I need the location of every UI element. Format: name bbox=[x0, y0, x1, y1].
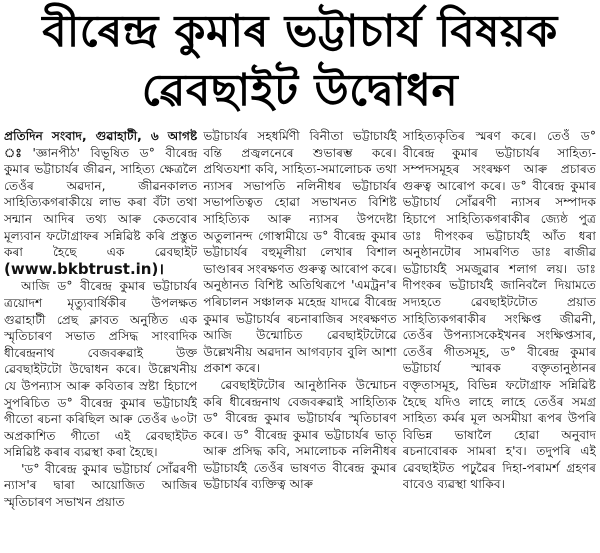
article-column-2 bbox=[203, 128, 396, 551]
headline bbox=[4, 2, 596, 120]
article-body bbox=[4, 128, 596, 551]
paragraph-text: 'জ্ঞানপীঠ' বিভূষিত ড° বীৰেন্দ্ৰ কুমাৰ ভট্টাচাৰ্যৰ জীৱন, সাহিত্য ক্ষেত্ৰলৈ তেওঁৰ অৱদান, জীৱনকালত সাহিত্যিকগৰাকীয়ে লাভ কৰা বঁটা তথা সন্মান আদিৰ তথ্য আৰু কেতবোৰ মূল্যবান ফটোগ্ৰাফৰ সন্নিৱিষ্ট কৰি প্ৰস্তুত কৰা হৈছে এক ৱেবছাইট bbox=[4, 145, 198, 260]
paragraph: সাহিত্যকৃতিৰ স্মৰণ কৰে। তেওঁ ড° বীৰেন্দ্ৰ কুমাৰ ভট্টাচাৰ্যৰ সাহিত্য-সম্পদসমূহৰ সংৰক্ষণ আৰু প্ৰচাৰত গুৰুত্ব আৰোপ কৰে। ড° বীৰেন্দ্ৰ কুমাৰ ভট্টাচাৰ্য সোঁৱৰণী ন্যাসৰ সম্পাদক হিচাপে সাহিত্যিকগৰাকীৰ জ্যেষ্ঠ পুত্ৰ ডাঃ দীপংকৰ ভট্টাচাৰ্যই আঁত ধৰা অনুষ্ঠানটোৰ সামৰণিত ডাঃ ৰাজীৱ ভট্টাচাৰ্যই সমজুৱাৰ শলাগ লয়। ডাঃ দীপংকৰ ভট্টাচাৰ্যই জানিবলৈ দিয়ামতে সদ্যহতে ৱেবছাইটটোত প্ৰয়াত সাহিত্যিকগৰাকীৰ সংক্ষিপ্ত জীৱনী, তেওঁৰ উপন্যাসকেইখনৰ সংক্ষিপ্তসাৰ, তেওঁৰ গীতসমূহ, ড° বীৰেন্দ্ৰ কুমাৰ ভট্টাচাৰ্য স্মাৰক বক্তৃতানুষ্ঠানৰ বক্তৃতাসমূহ, বিভিন্ন ফটোগ্ৰাফ সন্নিৱিষ্ট হৈছে যদিও লাহে লাহে তেওঁৰ সমগ্ৰ সাহিত্য কৰ্মৰ মূল অসমীয়া ৰূপৰ উপৰি বিভিন্ন ভাষালৈ হোৱা অনুবাদ ৰচনাবোৰক সামৰা হ'ব। তদুপৰি এই ৱেবছাইটত পঢ়ুৱৈৰ দিহা-পৰামৰ্শ গ্ৰহণৰ বাবেও ব্যৱস্থা থাকিব। bbox=[402, 129, 596, 492]
paragraph: ৱেবছাইটটোৰ আনুষ্ঠানিক উন্মোচন কৰি ধীৰেন্দ্ৰনাথ বেজবৰুৱাই সাহিত্যিক ড° বীৰেন্দ্ৰ কুমাৰ ভট্টাচাৰ্যৰ স্মৃতিচাৰণ কৰে। ড° বীৰেন্দ্ৰ কুমাৰ ভট্টাচাৰ্যৰ ভাতৃ আৰু প্ৰসিদ্ধ কবি, সমালোচক নলিনীধৰ ভট্টাচাৰ্যই তেওঁৰ ভাষণত বীৰেন্দ্ৰ কুমাৰ ভট্টাচাৰ্যৰ ব্যক্তিত্ব আৰু bbox=[203, 377, 397, 492]
paragraph: ভট্টাচাৰ্যৰ সহধৰ্মিণী বিনীতা ভট্টাচাৰ্যই বন্তি প্ৰজ্বলনেৰে শুভাৰম্ভ কৰে। প্ৰথিতযশা কবি, সাহিত্য-সমালোচক তথা ন্যাসৰ সভাপতি নলিনীধৰ ভট্টাচাৰ্যৰ সভাপতিত্বত হোৱা সভাখনত বিশিষ্ট সাহিত্যিক আৰু ন্যাসৰ উপদেষ্টা অতুলানন্দ গোস্বামীয়ে ড° বীৰেন্দ্ৰ কুমাৰ ভট্টাচাৰ্যৰ বহুমূলীয়া লেখাৰ বিশাল ভাণ্ডাৰৰ সংৰক্ষণত গুৰুত্ব আৰোপ কৰে। অনুষ্ঠানত বিশিষ্ট অতিথিৰূপে 'এমট্ৰন'ৰ পৰিচালন সঞ্চালক মহেন্দ্ৰ যাদৱে বীৰেন্দ্ৰ কুমাৰ ভট্টাচাৰ্যৰ ৰচনাৰাজিৰ সংৰক্ষণত আজি উন্মোচিত ৱেবছাইটটোৱে উল্লেখনীয় অৱদান আগবঢ়াব বুলি আশা প্ৰকাশ কৰে। bbox=[203, 129, 397, 376]
website-url: (www.bkbtrust.in)। bbox=[4, 259, 165, 278]
dateline: প্ৰতিদিন সংবাদ, গুৱাহাটী, ৬ আগষ্ট ঃ bbox=[4, 129, 198, 160]
paragraph: 'ড° বীৰেন্দ্ৰ কুমাৰ ভট্টাচাৰ্য সোঁৱৰণী ন্যাস'ৰ দ্বাৰা আয়োজিত আজিৰ স্মৃতিচাৰণ সভাখন প্ৰয়াত bbox=[4, 461, 198, 510]
headline-line-1: বীৰেন্দ্ৰ কুমাৰ ভট্টাচাৰ্য বিষয়ক bbox=[42, 6, 558, 57]
article-column-1 bbox=[4, 128, 197, 551]
headline-line-2: ৱেবছাইট উদ্বোধন bbox=[141, 65, 459, 116]
paragraph-intro bbox=[4, 128, 197, 278]
article-column-3 bbox=[403, 128, 596, 551]
paragraph: আজি ড° বীৰেন্দ্ৰ কুমাৰ ভট্টাচাৰ্যৰ ত্ৰয়োদশ মৃত্যুবাৰ্ষিকীৰ উপলক্ষত গুৱাহাটী প্ৰেছ ক্লাবত অনুষ্ঠিত এক স্মৃতিচাৰণ সভাত প্ৰসিদ্ধ সাংবাদিক ধীৰেন্দ্ৰনাথ বেজবৰুৱাই উক্ত ৱেবছাইটটো উদ্বোধন কৰে। উল্লেখনীয় যে উপন্যাস আৰু কবিতাৰ স্ৰষ্টা হিচাপে সুপৰিচিত ড° বীৰেন্দ্ৰ কুমাৰ ভট্টাচাৰ্যই গীতো ৰচনা কৰিছিল আৰু তেওঁৰ ৬০টা অপ্ৰকাশিত গীতো এই ৱেবছাইটত সন্নিৱিষ্ট কৰাৰ ব্যৱস্থা কৰা হৈছে। bbox=[4, 279, 198, 460]
newspaper-clipping bbox=[0, 2, 600, 553]
